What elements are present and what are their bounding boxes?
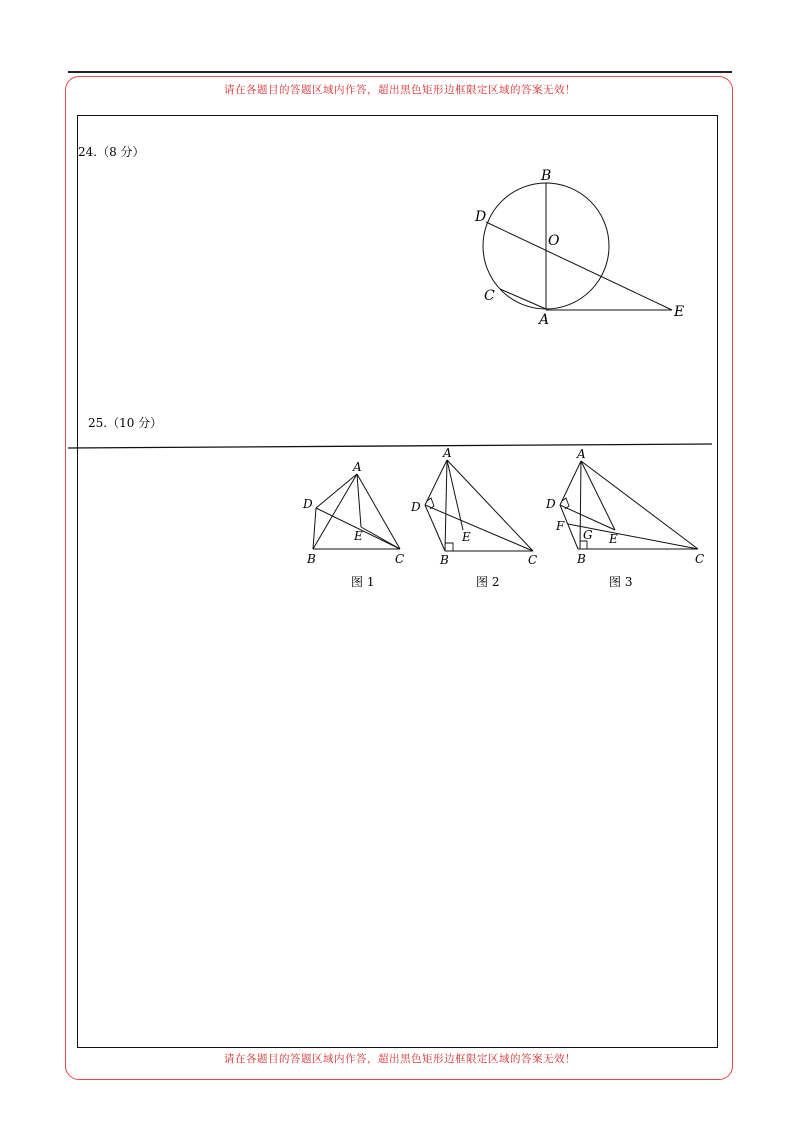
figure-25-3-caption: 图 3 <box>609 575 633 589</box>
fig2-label-e: E <box>462 530 471 544</box>
fig3-label-f: F <box>556 519 565 533</box>
fig3-label-g: G <box>583 528 593 542</box>
fig1-label-c: C <box>395 552 405 566</box>
question-25-label: 25.（10 分） <box>88 416 163 430</box>
fig1-label-d: D <box>303 497 313 511</box>
notice-bottom <box>0 1051 800 1066</box>
fig3-label-c: C <box>695 552 705 566</box>
figure-25-2 <box>410 446 537 567</box>
fig3-label-b: B <box>577 552 586 566</box>
label-o: O <box>548 233 560 249</box>
fig1-label-e: E <box>354 529 363 543</box>
notice-top-text: 请在各题目的答题区域内作答，超出黑色矩形边框限定区域的答案无效！ <box>224 84 576 96</box>
label-c: C <box>484 288 495 304</box>
fig1-label-b: B <box>307 552 316 566</box>
label-b: B <box>541 168 552 184</box>
fig2-label-b: B <box>440 553 449 567</box>
fig1-label-a: A <box>353 460 362 474</box>
figure-25-3 <box>545 447 704 566</box>
fig2-label-a: A <box>443 446 452 460</box>
notice-bottom-text: 请在各题目的答题区域内作答，超出黑色矩形边框限定区域的答案无效！ <box>224 1053 576 1065</box>
label-d: D <box>475 209 487 225</box>
fig3-label-e: E <box>609 532 618 546</box>
question-24-label: 24.（8 分） <box>78 145 145 159</box>
label-e: E <box>674 304 685 320</box>
figure-25-2-caption: 图 2 <box>476 575 500 589</box>
fig3-label-d: D <box>546 497 556 511</box>
fig2-label-d: D <box>411 500 421 514</box>
label-a: A <box>539 312 550 328</box>
figure-25-1-caption: 图 1 <box>351 575 375 589</box>
fig2-label-c: C <box>528 553 538 567</box>
fig3-label-a: A <box>577 447 586 461</box>
figure-25-1 <box>302 460 404 566</box>
